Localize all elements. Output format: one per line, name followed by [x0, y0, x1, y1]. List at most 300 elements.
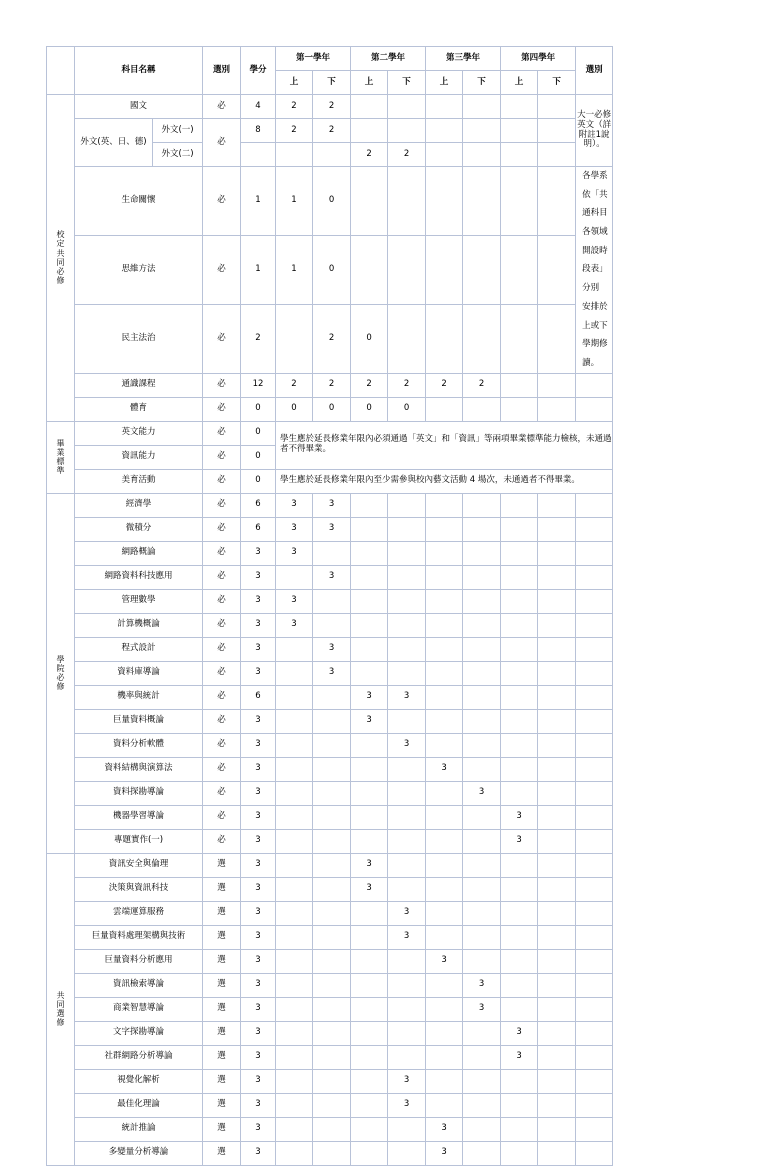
remark-cell: [576, 805, 613, 829]
semester-credit-cell: [501, 757, 538, 781]
header-sem: 上: [351, 71, 388, 95]
semester-credit-cell: [426, 997, 463, 1021]
semester-credit-cell: [276, 637, 313, 661]
course-type: 必: [203, 167, 241, 236]
semester-credit-cell: [351, 973, 388, 997]
header-sem: 下: [313, 71, 351, 95]
semester-credit-cell: [426, 637, 463, 661]
semester-credit-cell: [538, 1069, 576, 1093]
semester-credit-cell: [538, 493, 576, 517]
table-row: [47, 541, 768, 565]
table-row: [47, 829, 768, 853]
header-blank: [47, 47, 75, 95]
semester-credit-cell: [463, 949, 501, 973]
course-type: 選: [203, 1117, 241, 1141]
semester-credit-cell: [426, 1093, 463, 1117]
semester-credit-cell: [463, 901, 501, 925]
course-type: 必: [203, 95, 241, 119]
course-type: 選: [203, 1093, 241, 1117]
remark-cell: [576, 637, 613, 661]
semester-credit-cell: [538, 565, 576, 589]
semester-credit-cell: [538, 95, 576, 119]
course-type: 必: [203, 637, 241, 661]
semester-credit-cell: [501, 709, 538, 733]
semester-credit-cell: [426, 877, 463, 901]
semester-credit-cell: [538, 637, 576, 661]
course-type: 必: [203, 781, 241, 805]
semester-credit-cell: [388, 997, 426, 1021]
semester-credit-cell: [501, 493, 538, 517]
table-row: [47, 397, 768, 421]
course-name: 計算機概論: [75, 613, 203, 637]
semester-credit-cell: [351, 757, 388, 781]
semester-credit-cell: [463, 517, 501, 541]
remark-cell: [576, 733, 613, 757]
header-year-2: 第二學年: [351, 47, 426, 71]
semester-credit-cell: [538, 805, 576, 829]
course-credits: 1: [241, 235, 276, 304]
course-name: 巨量資料概論: [75, 709, 203, 733]
semester-credit-cell: [538, 167, 576, 236]
semester-credit-cell: [351, 235, 388, 304]
semester-credit-cell: [501, 235, 538, 304]
semester-credit-cell: [351, 1141, 388, 1165]
semester-credit-cell: [276, 781, 313, 805]
remark-cell: [576, 661, 613, 685]
course-credits: [241, 143, 276, 167]
semester-credit-cell: [276, 805, 313, 829]
semester-credit-cell: 3: [463, 997, 501, 1021]
semester-credit-cell: 0: [351, 397, 388, 421]
semester-credit-cell: [351, 541, 388, 565]
semester-credit-cell: [276, 661, 313, 685]
semester-credit-cell: 3: [463, 973, 501, 997]
semester-credit-cell: [426, 661, 463, 685]
semester-credit-cell: [351, 95, 388, 119]
course-credits: 3: [241, 613, 276, 637]
semester-credit-cell: [463, 1117, 501, 1141]
semester-credit-cell: [463, 143, 501, 167]
semester-credit-cell: [313, 805, 351, 829]
semester-credit-cell: [351, 925, 388, 949]
semester-credit-cell: [388, 1141, 426, 1165]
semester-credit-cell: [501, 853, 538, 877]
semester-credit-cell: [351, 517, 388, 541]
category-label: 畢 業 標 準: [47, 421, 75, 493]
semester-credit-cell: [351, 613, 388, 637]
remark-cell: [576, 541, 613, 565]
remark-cell: [576, 397, 613, 421]
course-credits: 3: [241, 733, 276, 757]
semester-credit-cell: [313, 973, 351, 997]
semester-credit-cell: [463, 637, 501, 661]
semester-credit-cell: [501, 685, 538, 709]
semester-credit-cell: [388, 973, 426, 997]
course-name: 多變量分析導論: [75, 1141, 203, 1165]
header-subject: 科目名稱: [75, 47, 203, 95]
remark-cell: [576, 1141, 613, 1165]
course-type: 必: [203, 119, 241, 167]
semester-credit-cell: 3: [351, 853, 388, 877]
semester-credit-cell: [463, 709, 501, 733]
table-row: [47, 613, 768, 637]
course-credits: 3: [241, 925, 276, 949]
semester-credit-cell: [276, 143, 313, 167]
semester-credit-cell: [388, 757, 426, 781]
table-row: [47, 1141, 768, 1165]
semester-credit-cell: [501, 901, 538, 925]
course-type: 選: [203, 925, 241, 949]
semester-credit-cell: [463, 1069, 501, 1093]
graduation-note: 學生應於延長修業年限內必須通過「英文」和「資訊」等兩項畢業標準能力檢核，未通過者不得畢業。: [276, 421, 613, 469]
course-name: 雲端運算服務: [75, 901, 203, 925]
semester-credit-cell: 3: [276, 541, 313, 565]
semester-credit-cell: [501, 1141, 538, 1165]
semester-credit-cell: [313, 685, 351, 709]
course-credits: 2: [241, 304, 276, 373]
course-type: 選: [203, 1069, 241, 1093]
semester-credit-cell: [351, 119, 388, 143]
semester-credit-cell: [388, 235, 426, 304]
course-type: 選: [203, 1141, 241, 1165]
course-type: 必: [203, 757, 241, 781]
remark-cell: [576, 493, 613, 517]
course-name: 統計推論: [75, 1117, 203, 1141]
table-row: [47, 565, 768, 589]
course-credits: 1: [241, 167, 276, 236]
course-name: 專題實作(一): [75, 829, 203, 853]
remark-cell: [576, 613, 613, 637]
course-type: 必: [203, 565, 241, 589]
course-name: 文字探勘導論: [75, 1021, 203, 1045]
semester-credit-cell: [388, 637, 426, 661]
semester-credit-cell: [313, 541, 351, 565]
semester-credit-cell: [276, 829, 313, 853]
semester-credit-cell: [313, 733, 351, 757]
course-name: 巨量資料分析應用: [75, 949, 203, 973]
semester-credit-cell: [388, 661, 426, 685]
header-year-4: 第四學年: [501, 47, 576, 71]
semester-credit-cell: [501, 637, 538, 661]
remark-note: 大一必修英文（詳附註1說明）。: [576, 95, 613, 167]
course-credits: 3: [241, 805, 276, 829]
remark-cell: [576, 997, 613, 1021]
course-type: 必: [203, 709, 241, 733]
course-credits: 3: [241, 949, 276, 973]
table-row: [47, 1069, 768, 1093]
semester-credit-cell: [538, 757, 576, 781]
course-name: 社群網路分析導論: [75, 1045, 203, 1069]
course-credits: 3: [241, 853, 276, 877]
course-name: 資料探勘導論: [75, 781, 203, 805]
semester-credit-cell: 2: [276, 373, 313, 397]
table-row: [47, 95, 768, 119]
course-credits: 8: [241, 119, 276, 143]
remark-cell: [576, 589, 613, 613]
semester-credit-cell: [388, 517, 426, 541]
semester-credit-cell: [538, 304, 576, 373]
semester-credit-cell: [538, 661, 576, 685]
course-credits: 3: [241, 1045, 276, 1069]
semester-credit-cell: [313, 757, 351, 781]
semester-credit-cell: 0: [313, 397, 351, 421]
header-remarks: 選別: [576, 47, 613, 95]
semester-credit-cell: [351, 805, 388, 829]
semester-credit-cell: [388, 95, 426, 119]
semester-credit-cell: [388, 709, 426, 733]
semester-credit-cell: [276, 304, 313, 373]
semester-credit-cell: [426, 1045, 463, 1069]
course-type: 必: [203, 235, 241, 304]
semester-credit-cell: [388, 853, 426, 877]
semester-credit-cell: [276, 1021, 313, 1045]
semester-credit-cell: [276, 1117, 313, 1141]
semester-credit-cell: [501, 661, 538, 685]
semester-credit-cell: 2: [313, 304, 351, 373]
remark-cell: [576, 685, 613, 709]
semester-credit-cell: [538, 853, 576, 877]
remark-cell: [576, 1117, 613, 1141]
semester-credit-cell: 2: [313, 95, 351, 119]
course-credits: 0: [241, 445, 276, 469]
semester-credit-cell: [426, 397, 463, 421]
remark-note-line: 各學系依「共通科目各領域開設時段表」分別: [582, 167, 612, 298]
semester-credit-cell: [426, 853, 463, 877]
semester-credit-cell: [426, 805, 463, 829]
semester-credit-cell: [463, 1093, 501, 1117]
course-type: 必: [203, 685, 241, 709]
remark-cell: [576, 517, 613, 541]
semester-credit-cell: [463, 541, 501, 565]
semester-credit-cell: [426, 781, 463, 805]
header-sem: 上: [426, 71, 463, 95]
semester-credit-cell: 1: [276, 235, 313, 304]
semester-credit-cell: [501, 95, 538, 119]
semester-credit-cell: [388, 877, 426, 901]
course-type: 選: [203, 973, 241, 997]
semester-credit-cell: [501, 781, 538, 805]
semester-credit-cell: [426, 733, 463, 757]
course-name: 管理數學: [75, 589, 203, 613]
semester-credit-cell: [313, 997, 351, 1021]
course-name: 最佳化理論: [75, 1093, 203, 1117]
course-credits: 3: [241, 565, 276, 589]
course-credits: 3: [241, 1021, 276, 1045]
semester-credit-cell: 3: [388, 901, 426, 925]
table-row: [47, 949, 768, 973]
semester-credit-cell: 3: [276, 613, 313, 637]
semester-credit-cell: [426, 709, 463, 733]
semester-credit-cell: [538, 685, 576, 709]
course-credits: 3: [241, 829, 276, 853]
semester-credit-cell: [501, 949, 538, 973]
remark-cell: [576, 853, 613, 877]
course-name: 外文(一): [153, 119, 203, 143]
semester-credit-cell: [426, 565, 463, 589]
semester-credit-cell: [351, 1093, 388, 1117]
course-credits: 3: [241, 1069, 276, 1093]
course-type: 必: [203, 469, 241, 493]
semester-credit-cell: [426, 119, 463, 143]
semester-credit-cell: 3: [313, 637, 351, 661]
course-type: 必: [203, 829, 241, 853]
semester-credit-cell: [463, 304, 501, 373]
table-row: [47, 973, 768, 997]
semester-credit-cell: [351, 997, 388, 1021]
semester-credit-cell: [351, 733, 388, 757]
semester-credit-cell: [388, 589, 426, 613]
table-row: [47, 1117, 768, 1141]
semester-credit-cell: 0: [313, 167, 351, 236]
semester-credit-cell: 2: [388, 373, 426, 397]
semester-credit-cell: [351, 637, 388, 661]
semester-credit-cell: 2: [351, 373, 388, 397]
course-name: 生命關懷: [75, 167, 203, 236]
course-credits: 3: [241, 901, 276, 925]
header-sem: 下: [538, 71, 576, 95]
semester-credit-cell: [313, 143, 351, 167]
semester-credit-cell: [463, 1021, 501, 1045]
table-row: [47, 685, 768, 709]
semester-credit-cell: [276, 925, 313, 949]
course-name: 決策與資訊科技: [75, 877, 203, 901]
semester-credit-cell: 2: [276, 95, 313, 119]
header-credits: 學分: [241, 47, 276, 95]
semester-credit-cell: [351, 167, 388, 236]
semester-credit-cell: [276, 901, 313, 925]
header-sem: 下: [463, 71, 501, 95]
table-row: [47, 1045, 768, 1069]
semester-credit-cell: [501, 517, 538, 541]
course-credits: 3: [241, 589, 276, 613]
table-row: [47, 1093, 768, 1117]
semester-credit-cell: [426, 901, 463, 925]
semester-credit-cell: 3: [426, 949, 463, 973]
course-type: 必: [203, 805, 241, 829]
header-type: 選別: [203, 47, 241, 95]
table-row: [47, 1021, 768, 1045]
semester-credit-cell: [313, 829, 351, 853]
semester-credit-cell: [538, 901, 576, 925]
course-type: 必: [203, 661, 241, 685]
course-credits: 0: [241, 421, 276, 445]
course-name: 商業智慧導論: [75, 997, 203, 1021]
semester-credit-cell: [538, 1093, 576, 1117]
semester-credit-cell: [351, 589, 388, 613]
semester-credit-cell: [426, 493, 463, 517]
course-credits: 3: [241, 997, 276, 1021]
semester-credit-cell: [501, 613, 538, 637]
table-row: [47, 304, 768, 373]
table-body: [47, 95, 768, 1166]
semester-credit-cell: [388, 1117, 426, 1141]
table-row: [47, 167, 768, 236]
semester-credit-cell: [351, 493, 388, 517]
semester-credit-cell: [313, 613, 351, 637]
course-credits: 6: [241, 493, 276, 517]
semester-credit-cell: [276, 733, 313, 757]
header-year-3: 第三學年: [426, 47, 501, 71]
table-row: [47, 877, 768, 901]
semester-credit-cell: [388, 1021, 426, 1045]
semester-credit-cell: 3: [276, 589, 313, 613]
semester-credit-cell: [538, 235, 576, 304]
semester-credit-cell: 1: [276, 167, 313, 236]
semester-credit-cell: 3: [501, 829, 538, 853]
semester-credit-cell: [538, 733, 576, 757]
semester-credit-cell: [388, 829, 426, 853]
graduation-note: 學生應於延長修業年限內至少需參與校內藝文活動 4 場次，未通過者不得畢業。: [276, 469, 613, 493]
remark-cell: [576, 901, 613, 925]
course-type: 選: [203, 853, 241, 877]
semester-credit-cell: [501, 877, 538, 901]
semester-credit-cell: [538, 613, 576, 637]
semester-credit-cell: [426, 829, 463, 853]
course-credits: 3: [241, 1117, 276, 1141]
remark-note-line: 安排於上或下學期修讀。: [582, 298, 612, 373]
semester-credit-cell: [313, 1117, 351, 1141]
semester-credit-cell: [538, 589, 576, 613]
semester-credit-cell: [313, 709, 351, 733]
header-sem: 上: [501, 71, 538, 95]
semester-credit-cell: 2: [426, 373, 463, 397]
semester-credit-cell: [463, 805, 501, 829]
course-type: 必: [203, 493, 241, 517]
course-name: 國文: [75, 95, 203, 119]
semester-credit-cell: [501, 733, 538, 757]
semester-credit-cell: 2: [351, 143, 388, 167]
course-type: 必: [203, 541, 241, 565]
table-row: [47, 469, 768, 493]
semester-credit-cell: [538, 119, 576, 143]
semester-credit-cell: [538, 143, 576, 167]
semester-credit-cell: 3: [388, 925, 426, 949]
semester-credit-cell: [426, 167, 463, 236]
semester-credit-cell: 3: [501, 1021, 538, 1045]
table-row: [47, 901, 768, 925]
course-name: 英文能力: [75, 421, 203, 445]
course-name: 資料結構與演算法: [75, 757, 203, 781]
semester-credit-cell: [388, 565, 426, 589]
table-row: [47, 143, 768, 167]
semester-credit-cell: [538, 1117, 576, 1141]
semester-credit-cell: 3: [388, 1093, 426, 1117]
semester-credit-cell: [538, 925, 576, 949]
course-type: 必: [203, 421, 241, 445]
semester-credit-cell: [426, 95, 463, 119]
semester-credit-cell: [276, 1141, 313, 1165]
semester-credit-cell: [501, 167, 538, 236]
semester-credit-cell: 3: [426, 1117, 463, 1141]
semester-credit-cell: [501, 304, 538, 373]
semester-credit-cell: [501, 373, 538, 397]
semester-credit-cell: [276, 565, 313, 589]
course-credits: 0: [241, 397, 276, 421]
semester-credit-cell: [276, 1093, 313, 1117]
category-label: 共 同 選 修: [47, 853, 75, 1165]
course-name: 通識課程: [75, 373, 203, 397]
course-name: 機器學習導論: [75, 805, 203, 829]
semester-credit-cell: [463, 685, 501, 709]
semester-credit-cell: 3: [388, 685, 426, 709]
semester-credit-cell: [351, 1069, 388, 1093]
course-credits: 3: [241, 637, 276, 661]
semester-credit-cell: 3: [426, 757, 463, 781]
semester-credit-cell: [463, 661, 501, 685]
table-row: [47, 661, 768, 685]
semester-credit-cell: 3: [276, 517, 313, 541]
table-row: [47, 637, 768, 661]
